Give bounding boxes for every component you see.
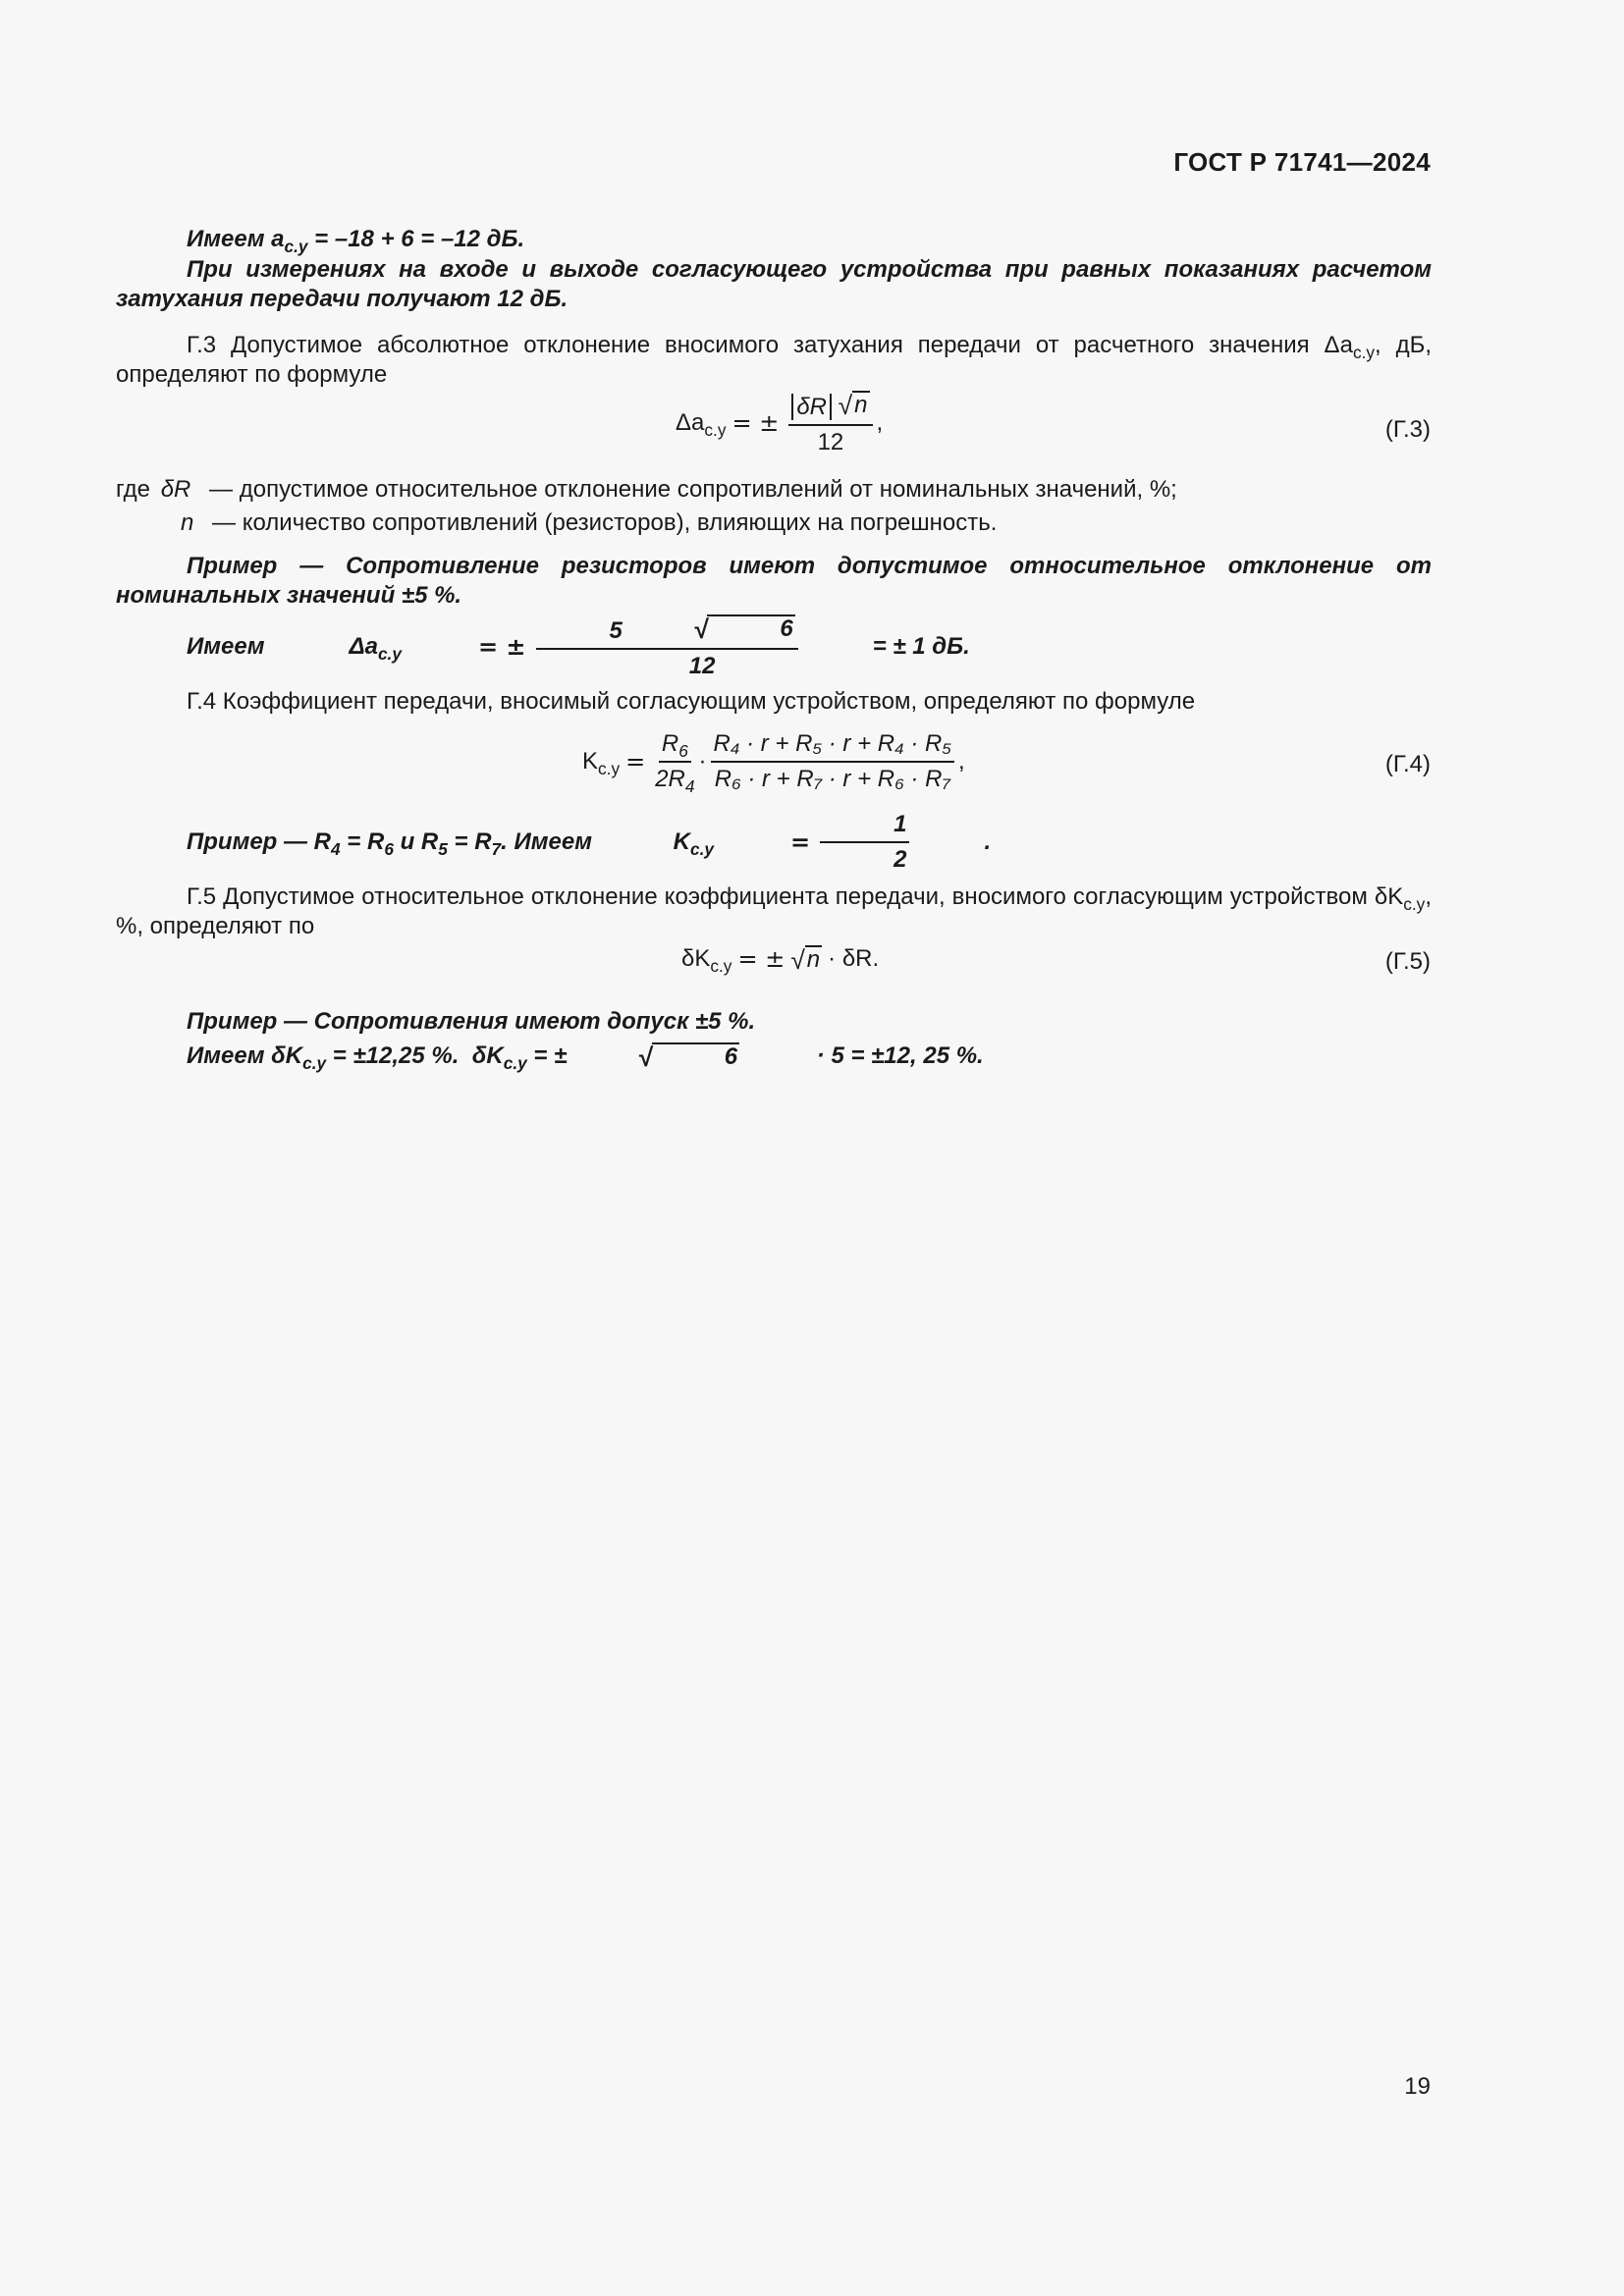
example-formula [116,614,1432,680]
fraction-denominator: R₆ · r + R₇ · r + R₆ · R₇ [714,766,950,792]
clause-g5 [116,882,1432,941]
fraction-numerator: $R_6$ [659,730,691,763]
equals-sign: = [789,828,811,856]
subscript: с.у [1352,343,1376,363]
fraction-denominator: 12 [688,652,716,679]
fraction-numerator: 5 √ 6 [536,614,798,650]
formula-lhs: $K_{с.у}$ [673,828,714,860]
fraction-denominator: 12 [817,428,844,455]
period: . [984,828,992,855]
comma: , [958,748,965,774]
example-text: = ± 1 дБ. [872,633,970,661]
example-paragraph: Пример — Сопротивления имеют допуск ±5 %. [187,1008,756,1035]
clause-text: , %, определяют по [116,883,1432,939]
example-formula [116,1041,1432,1074]
formula-number-g3: (Г.3) [1384,416,1431,443]
symbol: n [181,509,194,536]
comma: , [876,409,884,437]
square-root: √ 6 [637,1041,738,1072]
example-text: Имеем [187,633,265,661]
formula-number-g4: (Г.4) [1384,751,1431,777]
definition-text: — количество сопротивлений (резисторов), влияющих на погрешность. [212,509,998,536]
standard-designation: ГОСТ Р 71741—2024 [1173,147,1431,177]
absolute-value: δR [791,394,832,420]
square-root: √ n [838,390,868,420]
fraction-denominator: 2 [893,846,907,873]
fraction-numerator: R₄ · r + R₅ · r + R₄ · R₅ [711,730,955,763]
fraction-denominator: $2R_4$ [655,766,695,797]
where-definition-2 [181,508,1428,538]
clause-text: Г.5 Допустимое относительное отклонение коэффициента передачи, вносимого согласующим устройством δK [187,883,1404,910]
formula-g4 [582,730,965,797]
formula-number-g5: (Г.5) [1384,948,1431,975]
fraction [655,730,695,797]
plus-minus-sign: = ± [477,633,526,662]
definition-text: — допустимое относительное отклонение сопротивлений от номинальных значений, %; [209,476,1177,503]
plus-minus-sign: = ± [731,409,780,438]
fraction-numerator [788,391,872,426]
fraction [711,730,955,793]
where-label: где [116,476,151,503]
formula-lhs: $K_{с.у}$ [582,748,621,779]
example-result-line [116,225,1432,257]
clause-text: , дБ, определяют по формуле [116,332,1432,388]
symbol: δR [160,476,191,503]
formula-g3 [676,391,883,456]
formula-lhs: $\Delta a_{с.у}$ [349,633,402,665]
multiply-dot: · [698,748,707,774]
example-text: · 5 = ±12, 25 %. [810,1042,984,1069]
clause-text: Г.3 Допустимое абсолютное отклонение вносимого затухания передачи от расчетного значения Δa [187,332,1353,358]
fraction [788,391,872,456]
clause-g4: Г.4 Коэффициент передачи, вносимый согласующим устройством, определяют по формуле [187,688,1196,715]
fraction [820,811,909,874]
formula-lhs: $\Delta a_{с.у}$ [676,409,727,441]
example-paragraph: Пример — Сопротивление резисторов имеют допустимое относительное отклонение от номинальных значений ±5 %. [116,553,1432,609]
example-text: Имеем $\delta K_{с.у} = \pm 12,25$ %. $\delta K_{с.у}$ = ± [187,1042,568,1074]
example-formula [116,811,1432,874]
example-paragraph: При измерениях на входе и выходе согласующего устройства при равных показаниях расчетом затухания передачи получают 12 дБ. [116,256,1432,312]
fraction-numerator: 1 [820,811,909,843]
example-text: Имеем a [187,226,285,252]
example-text: Пример — $R_4 = R_6$ и $R_5 = R_7$. Имеем [187,828,599,860]
example-text: = –18 + 6 = –12 дБ. [307,226,525,252]
formula-lhs: $\delta K_{с.у}$ [681,945,732,977]
square-root: √ n [790,944,821,975]
clause-g3 [116,331,1432,390]
formula-g5 [681,944,880,977]
equals-sign: = [625,748,646,775]
subscript: с.у [284,237,308,257]
page-number: 19 [1404,2073,1431,2100]
fraction [536,614,798,680]
where-definition-1 [116,475,1432,505]
plus-minus-sign: = ± [737,945,785,974]
subscript: с.у [1403,894,1426,915]
formula-rest: · δR. [828,945,880,973]
